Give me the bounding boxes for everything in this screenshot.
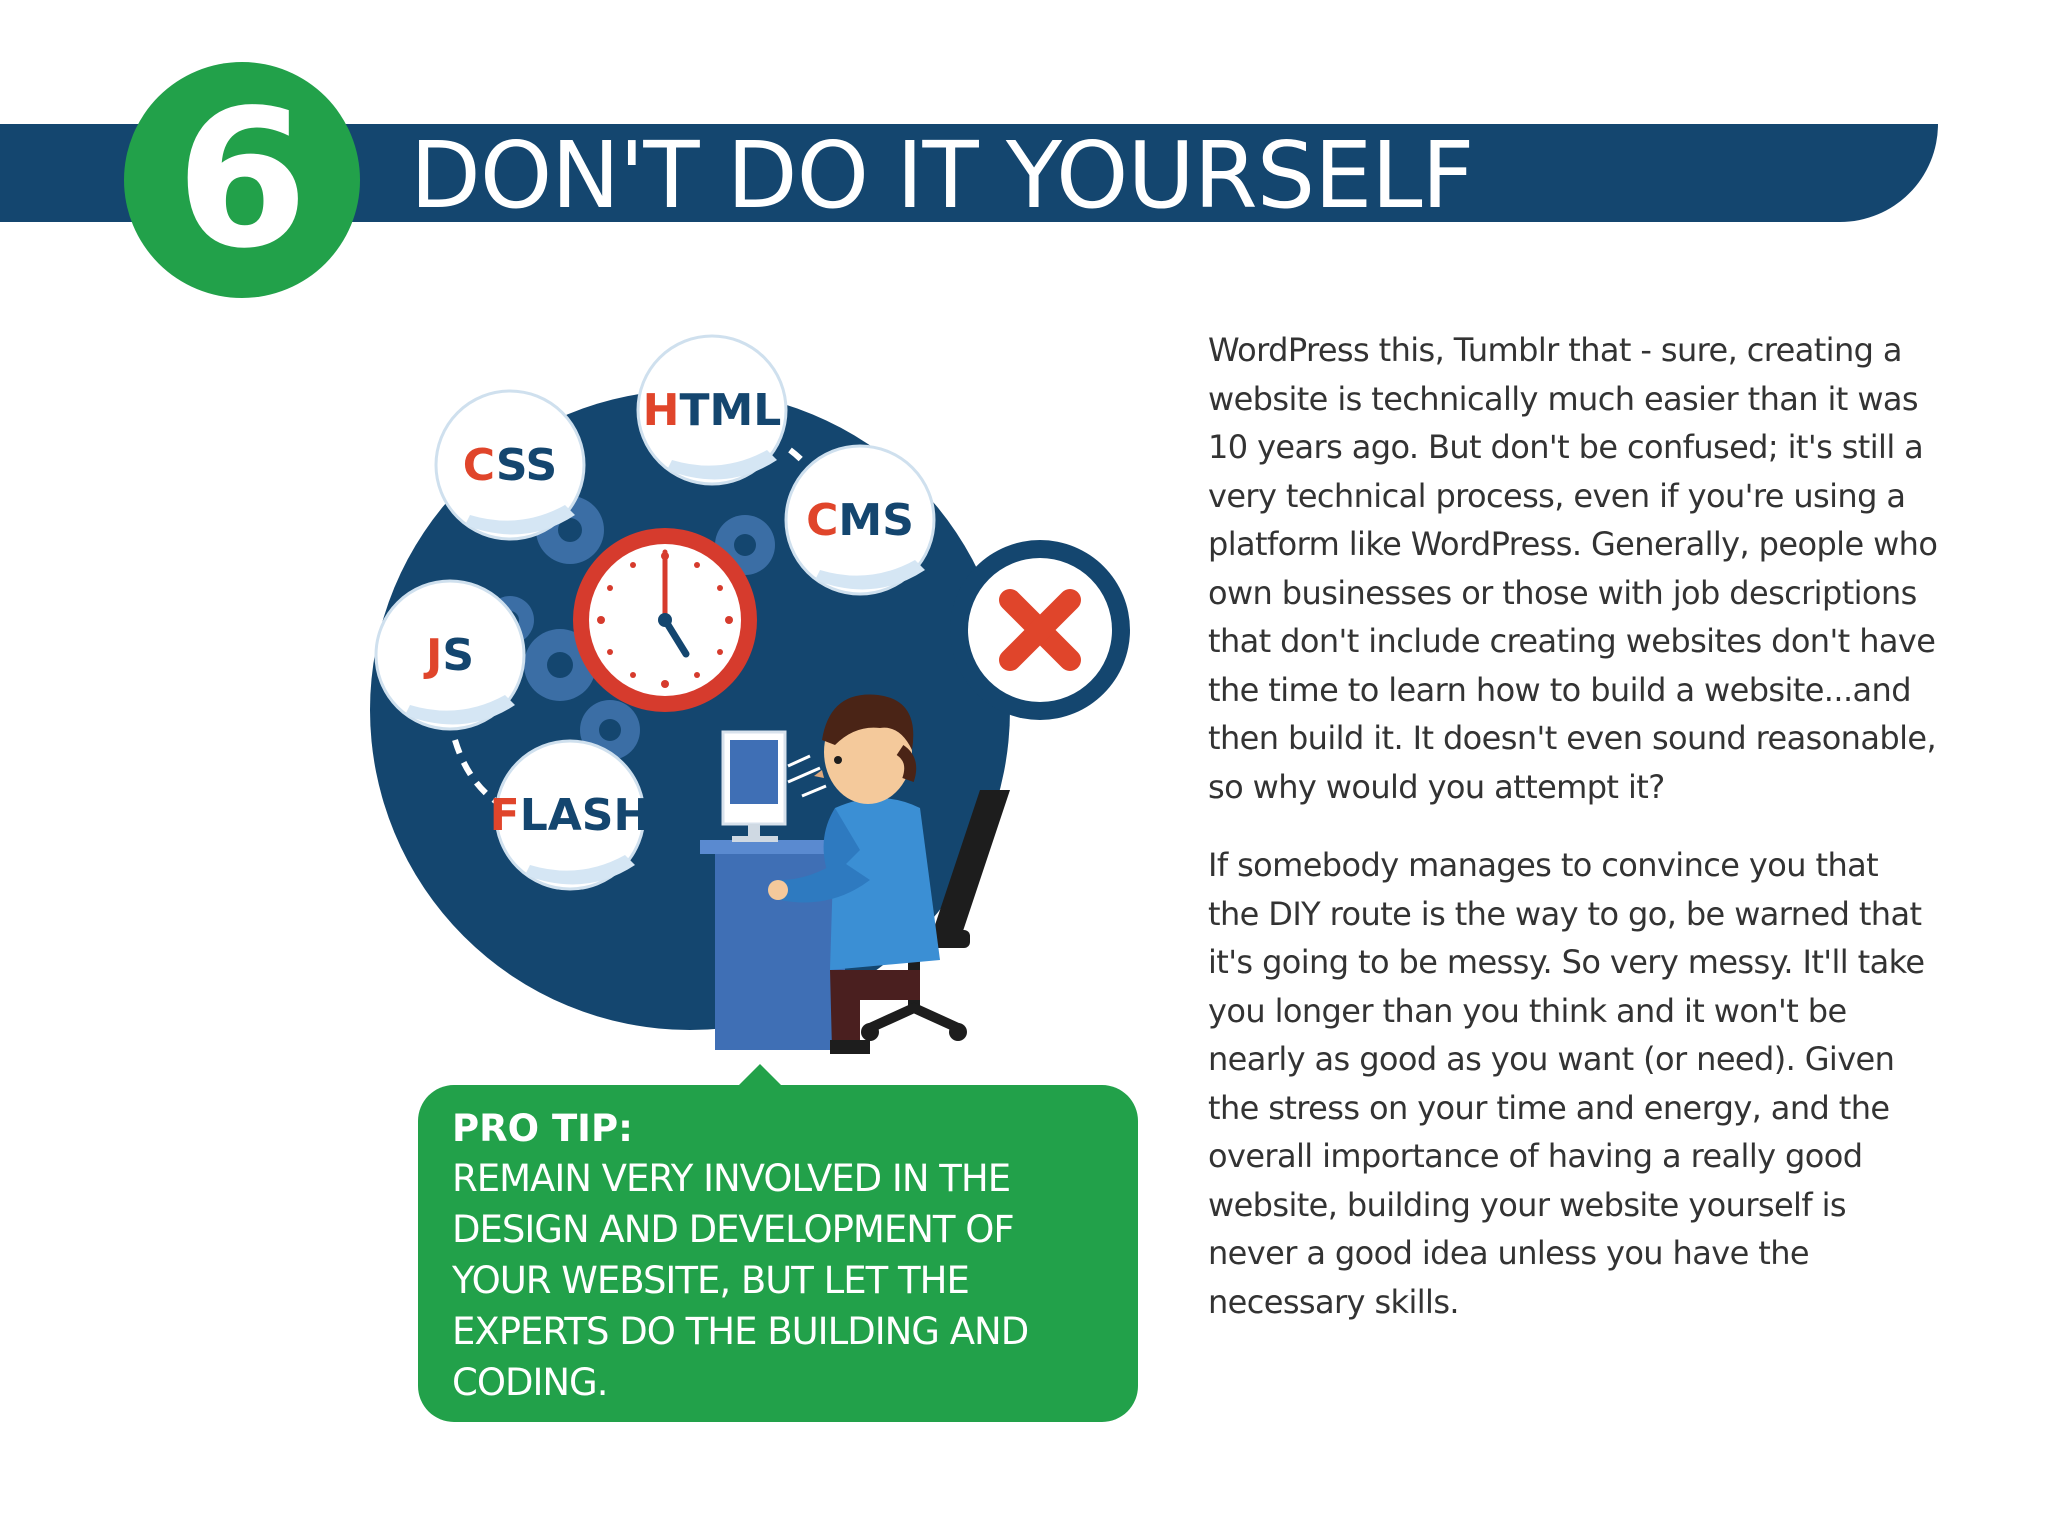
bubble-label-js: JS: [425, 630, 475, 681]
body-text: [1208, 326, 1938, 1356]
bubble-label-css: CSS: [462, 440, 558, 491]
illustration-svg: [360, 320, 1160, 1060]
bubble-css: [436, 391, 584, 539]
body-paragraph: If somebody manages to convince you that the DIY route is the way to go, be warned that it's going to be messy. So very messy. It'll take you longer than you think and it won't be nearly as good as you want (or need). Given the stress on your time and energy, and the overall importance of having a really good website, building your website yourself is never a good idea unless you have the necessary skills.: [1208, 846, 1925, 1321]
diy-illustration: [360, 320, 1160, 1060]
bubble-cms: [786, 446, 934, 594]
page-title: DON'T DO IT YOURSELF: [410, 122, 1474, 229]
section-number-badge: 6: [124, 62, 360, 298]
bubble-label-cms: CMS: [806, 495, 914, 546]
pro-tip-heading: PRO TIP:: [452, 1107, 633, 1150]
bubble-label-flash: FLASH: [489, 790, 651, 841]
bubble-html: [638, 336, 786, 484]
body-paragraph: WordPress this, Tumblr that - sure, creating a website is technically much easier than it was 10 years ago. But don't be confused; it's still a very technical process, even if you're using a platform like WordPress. Generally, people who own businesses or those with job descriptions that don't include creating websites don't have the time to learn how to build a website...and then build it. It doesn't even sound reasonable, so why would you attempt it?: [1208, 331, 1938, 806]
pro-tip-pointer: [738, 1064, 782, 1086]
clock-icon: [573, 528, 757, 712]
pro-tip-box: [418, 1085, 1138, 1422]
bubble-label-html: HTML: [642, 385, 782, 436]
pro-tip-body: REMAIN VERY INVOLVED IN THE DESIGN AND DEVELOPMENT OF YOUR WEBSITE, BUT LET THE EXPERTS DO THE BUILDING AND CODING.: [452, 1157, 1029, 1404]
bubble-js: [376, 581, 524, 729]
x-mark-icon: [950, 540, 1130, 720]
